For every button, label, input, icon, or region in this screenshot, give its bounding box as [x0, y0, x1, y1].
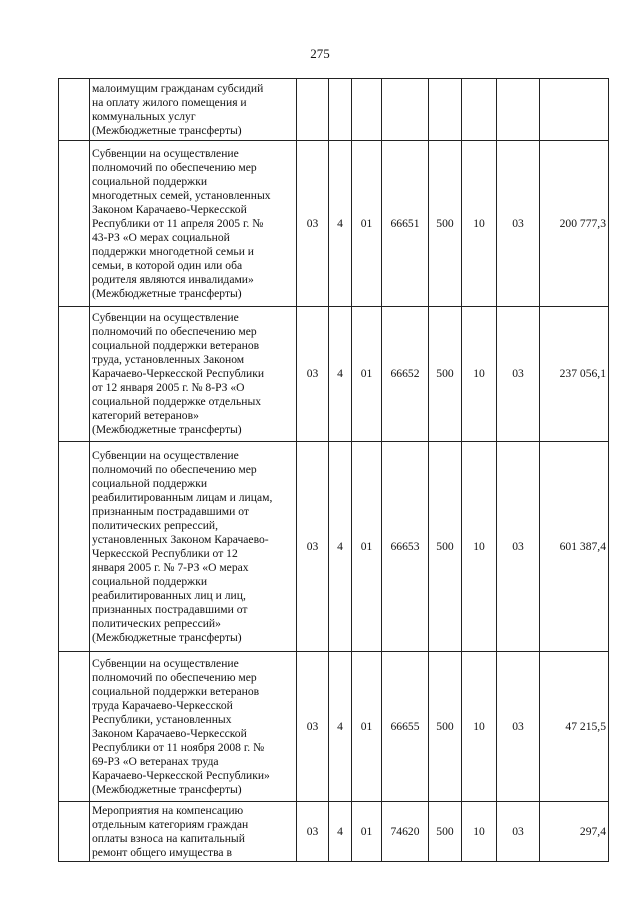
row-number-cell	[59, 307, 90, 442]
table-row	[59, 442, 609, 652]
amount-cell: 297,4	[540, 802, 609, 862]
description-cell	[90, 802, 297, 862]
row-number-cell	[59, 141, 90, 307]
code-article-cell: 03	[497, 652, 540, 802]
row-number-cell	[59, 802, 90, 862]
amount-cell: 47 215,5	[540, 652, 609, 802]
code-subsection-cell: 4	[329, 307, 352, 442]
row-number-cell	[59, 652, 90, 802]
code-article-cell: 03	[497, 442, 540, 652]
row-number-cell	[59, 79, 90, 141]
description-text: Субвенции на осуществление полномочий по обеспечению мер социальной поддержки ветеранов труда, установленных Законом Карачаево-Черкесской Республики от 12 января 2005 г. № 8-РЗ «О социальной поддержке отдельных категорий ветеранов» (Межбюджетные трансферты)	[92, 311, 265, 436]
code-expense-type-cell	[429, 79, 462, 141]
code-target-cell: 66653	[382, 442, 429, 652]
amount-cell	[540, 79, 609, 141]
table-row	[59, 141, 609, 307]
code-target-cell: 74620	[382, 802, 429, 862]
page-number: 275	[310, 46, 330, 61]
code-subsection-cell: 4	[329, 652, 352, 802]
description-text: Субвенции на осуществление полномочий по обеспечению мер социальной поддержки многодетных семей, установленных Законом Карачаево-Черкесской Республики от 11 апреля 2005 г. № 43-РЗ «О мерах социальной поддержки многодетной семьи и семьи, в которой один или оба родителя являются инвалидами» (Межбюджетные трансферты)	[92, 146, 271, 300]
code-article-cell: 03	[497, 307, 540, 442]
code-program-cell: 01	[352, 307, 382, 442]
code-expense-type-cell: 500	[429, 141, 462, 307]
code-expense-type-cell: 500	[429, 802, 462, 862]
table-row	[59, 307, 609, 442]
code-target-cell	[382, 79, 429, 141]
description-cell	[90, 141, 297, 307]
code-subsection-2-cell	[462, 79, 497, 141]
code-subsection-cell: 4	[329, 141, 352, 307]
code-target-cell: 66652	[382, 307, 429, 442]
code-target-cell: 66655	[382, 652, 429, 802]
code-section-cell: 03	[297, 652, 329, 802]
code-expense-type-cell: 500	[429, 307, 462, 442]
code-article-cell: 03	[497, 802, 540, 862]
code-program-cell: 01	[352, 442, 382, 652]
budget-table	[58, 78, 609, 862]
code-subsection-cell: 4	[329, 442, 352, 652]
code-expense-type-cell: 500	[429, 442, 462, 652]
code-subsection-2-cell: 10	[462, 442, 497, 652]
table-row	[59, 652, 609, 802]
code-section-cell	[297, 79, 329, 141]
description-text: малоимущим гражданам субсидий на оплату жилого помещения и коммунальных услуг (Межбюджетные трансферты)	[92, 81, 264, 137]
code-program-cell: 01	[352, 802, 382, 862]
amount-cell: 601 387,4	[540, 442, 609, 652]
description-text: Субвенции на осуществление полномочий по обеспечению мер социальной поддержки ветеранов труда Карачаево-Черкесской Республики, установленных Законом Карачаево-Черкесской Республики от 11 ноября 2008 г. № 69-РЗ «О ветеранах труда Карачаево-Черкесской Республики» (Межбюджетные трансферты)	[92, 656, 270, 796]
table-row	[59, 802, 609, 862]
code-program-cell: 01	[352, 141, 382, 307]
description-cell	[90, 307, 297, 442]
code-subsection-2-cell: 10	[462, 141, 497, 307]
row-number-cell	[59, 442, 90, 652]
code-target-cell: 66651	[382, 141, 429, 307]
amount-cell: 200 777,3	[540, 141, 609, 307]
code-article-cell: 03	[497, 141, 540, 307]
description-cell	[90, 79, 297, 141]
code-section-cell: 03	[297, 141, 329, 307]
description-cell	[90, 442, 297, 652]
code-article-cell	[497, 79, 540, 141]
code-expense-type-cell: 500	[429, 652, 462, 802]
description-cell	[90, 652, 297, 802]
code-subsection-2-cell: 10	[462, 307, 497, 442]
code-section-cell: 03	[297, 802, 329, 862]
amount-cell: 237 056,1	[540, 307, 609, 442]
code-section-cell: 03	[297, 307, 329, 442]
code-subsection-2-cell: 10	[462, 802, 497, 862]
code-section-cell: 03	[297, 442, 329, 652]
code-subsection-cell	[329, 79, 352, 141]
code-subsection-2-cell: 10	[462, 652, 497, 802]
description-text: Мероприятия на компенсацию отдельным категориям граждан оплаты взноса на капитальный ремонт общего имущества в	[92, 803, 249, 859]
description-text: Субвенции на осуществление полномочий по обеспечению мер социальной поддержки реабилитированным лицам и лицам, признанным пострадавшими от политических репрессий, установленных Законом Карачаево- Черкесской Республики от 12 января 2005 г. № 7-РЗ «О мерах социальной поддержки реабилитированных лиц и лиц, признанных пострадавшими от политических репрессий» (Межбюджетные трансферты)	[92, 448, 273, 644]
code-program-cell: 01	[352, 652, 382, 802]
code-program-cell	[352, 79, 382, 141]
code-subsection-cell: 4	[329, 802, 352, 862]
table-row	[59, 79, 609, 141]
